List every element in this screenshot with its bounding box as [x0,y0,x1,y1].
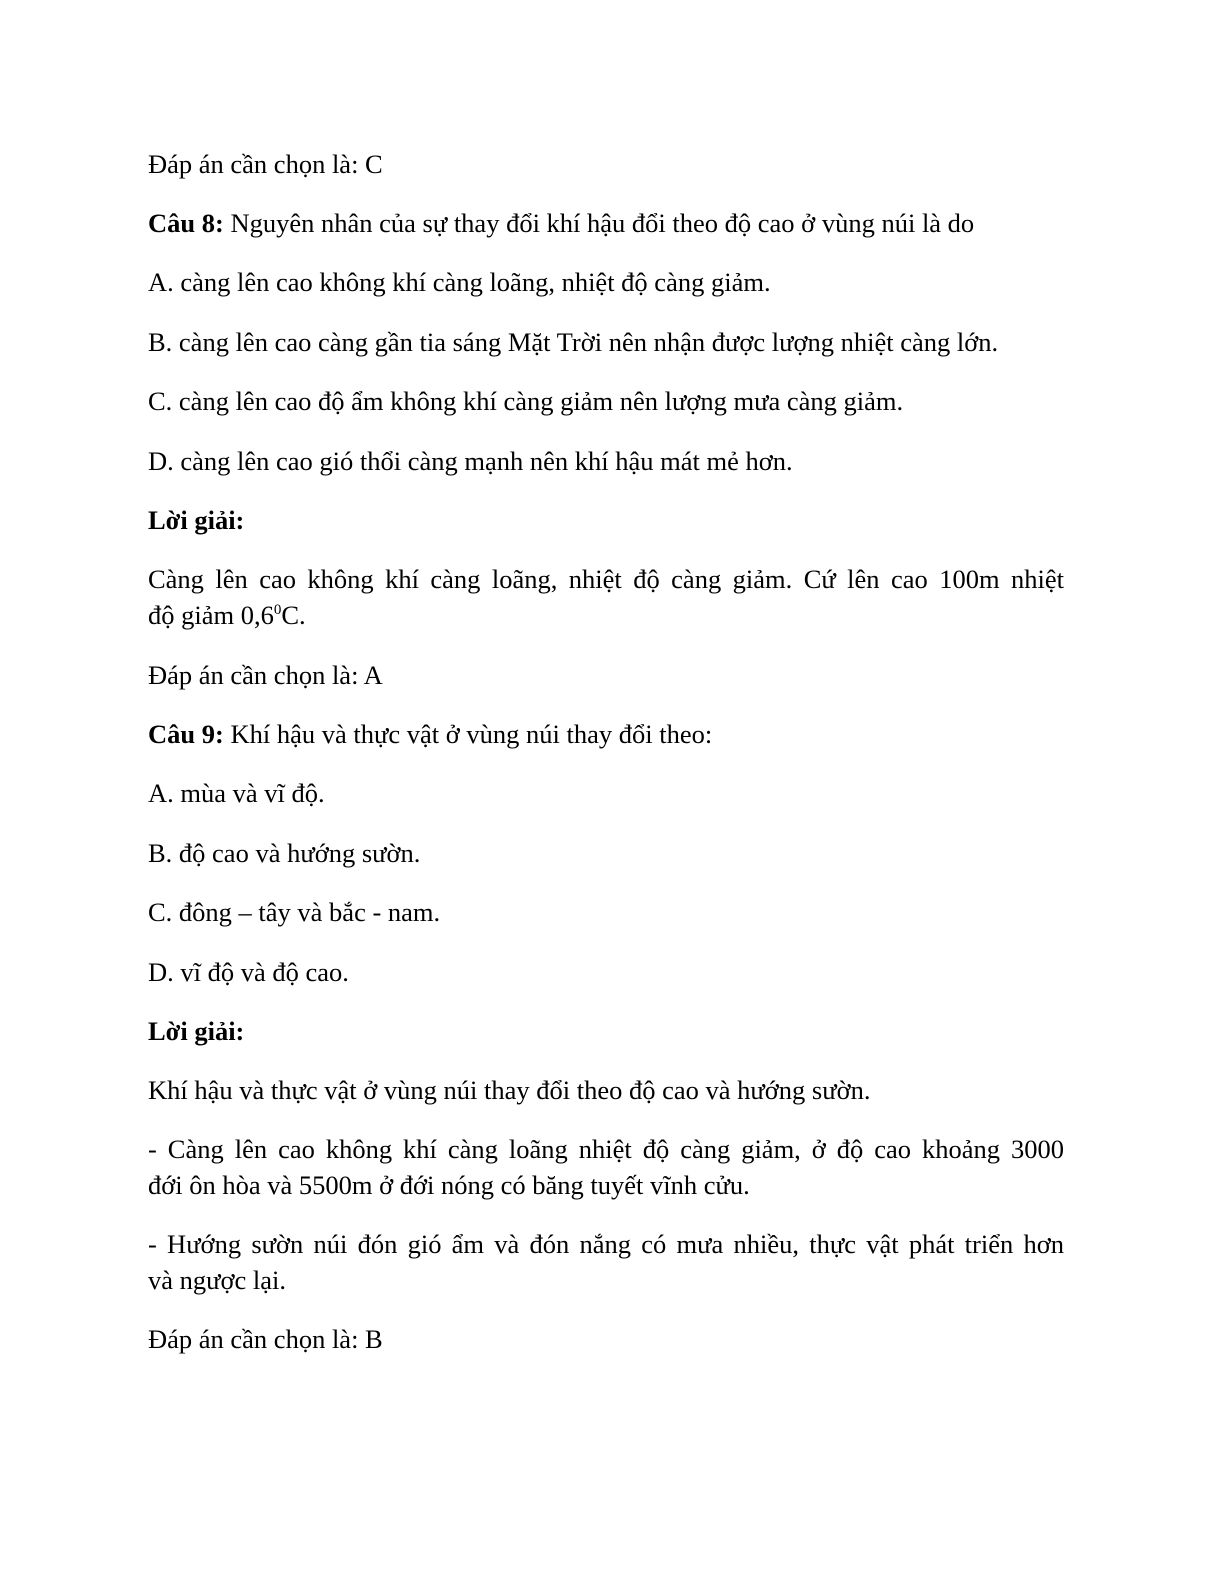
question-9-point-1-line-2: đới ôn hòa và 5500m ở đới nóng có băng tuyết vĩnh cửu. [148,1170,750,1200]
question-9-option-b: B. độ cao và hướng sườn. [148,838,421,868]
question-9-solution-intro: Khí hậu và thực vật ở vùng núi thay đổi theo độ cao và hướng sườn. [148,1075,871,1105]
question-8-solution-line-1: Càng lên cao không khí càng loãng, nhiệt độ càng giảm. Cứ lên cao 100m nhiệt [148,564,1064,594]
question-8 [148,205,1064,241]
question-8-solution-label: Lời giải: [148,505,245,535]
question-9-answer: Đáp án cần chọn là: B [148,1324,383,1354]
question-9-point-2-line-1: - Hướng sườn núi đón gió ẩm và đón nắng có mưa nhiều, thực vật phát triển hơn [148,1229,1064,1259]
question-9-option-a: A. mùa và vĩ độ. [148,778,325,808]
question-9-point-2-line-2: và ngược lại. [148,1265,287,1295]
question-9-point-1-line-1: - Càng lên cao không khí càng loãng nhiệt độ càng giảm, ở độ cao khoảng 3000 [148,1134,1064,1164]
answer-line-previous: Đáp án cần chọn là: C [148,149,383,179]
question-8-option-d: D. càng lên cao gió thổi càng mạnh nên khí hậu mát mẻ hơn. [148,446,793,476]
question-8-text: Nguyên nhân của sự thay đổi khí hậu đổi theo độ cao ở vùng núi là do [223,208,975,238]
question-9-solution-label: Lời giải: [148,1016,245,1046]
question-9-option-c: C. đông – tây và bắc - nam. [148,897,441,927]
degree-superscript: 0 [273,602,282,619]
question-8-solution-unit: C. [281,600,306,630]
question-8-label: Câu 8: [148,208,224,238]
question-8-solution-text: độ giảm 0,6 [148,600,274,630]
question-8-option-a: A. càng lên cao không khí càng loãng, nhiệt độ càng giảm. [148,267,771,297]
question-9-option-d: D. vĩ độ và độ cao. [148,957,349,987]
question-8-option-b: B. càng lên cao càng gần tia sáng Mặt Trời nên nhận được lượng nhiệt càng lớn. [148,327,999,357]
question-8-answer: Đáp án cần chọn là: A [148,660,383,690]
question-9 [148,716,1064,752]
question-9-text: Khí hậu và thực vật ở vùng núi thay đổi theo: [223,719,713,749]
document-page [148,0,1064,1584]
question-8-solution-line-2 [148,597,1064,633]
question-9-label: Câu 9: [148,719,224,749]
question-8-option-c: C. càng lên cao độ ẩm không khí càng giảm nên lượng mưa càng giảm. [148,386,904,416]
